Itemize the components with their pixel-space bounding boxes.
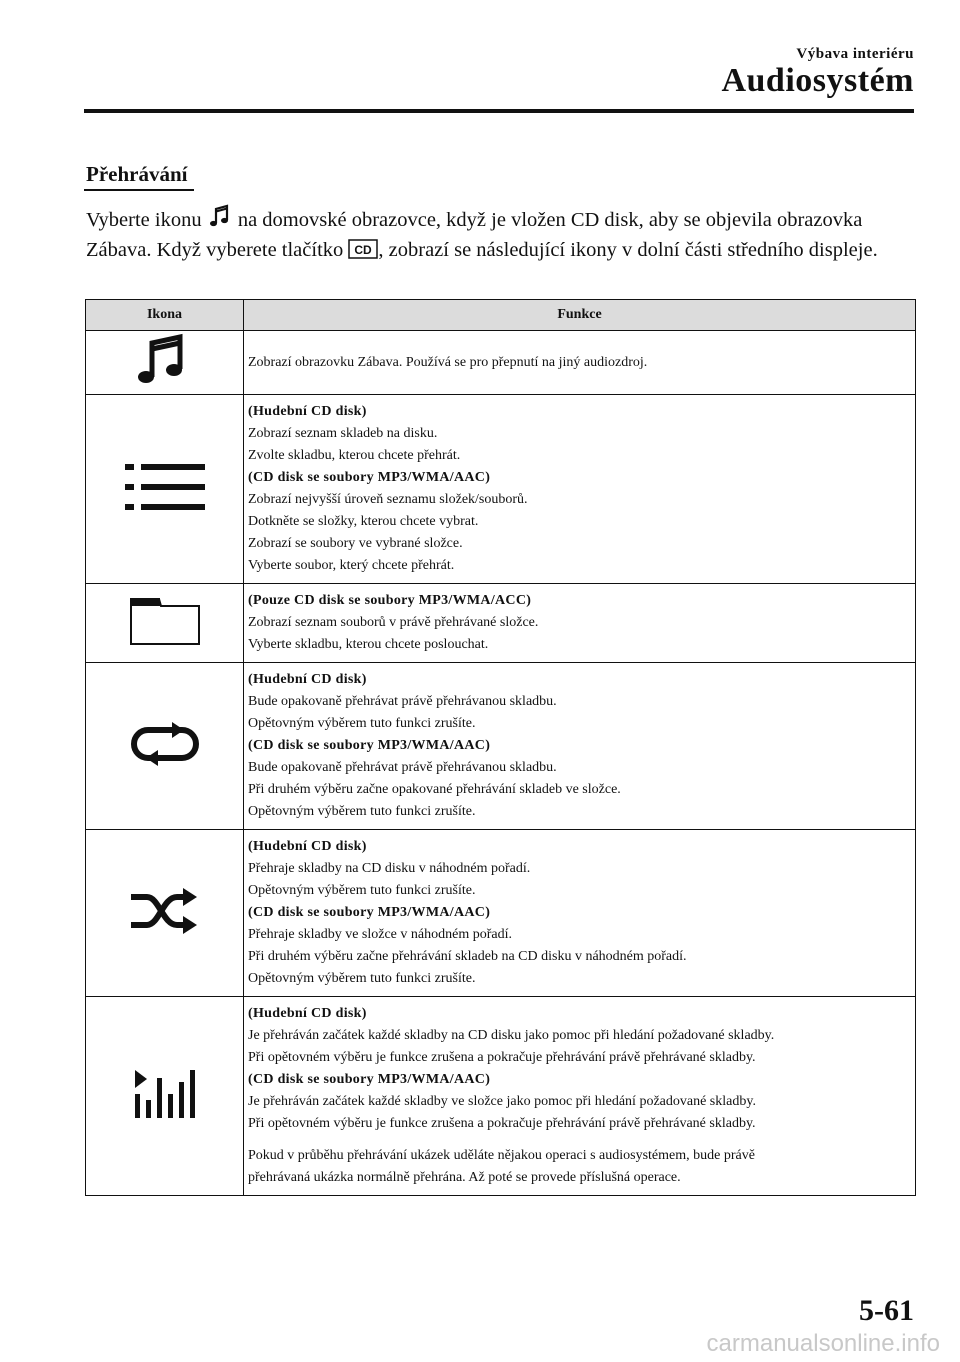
repeat-icon: [130, 722, 200, 766]
desc-line: Při druhém výběru začne opakované přehrávání skladeb ve složce.: [248, 782, 621, 797]
table-row: [86, 997, 916, 1196]
music-note-inline-icon: [207, 203, 233, 229]
desc-line: Zobrazí obrazovku Zábava. Používá se pro přepnutí na jiný audiozdroj.: [248, 354, 648, 370]
scan-icon: [135, 1070, 195, 1118]
watermark: carmanualsonline.info: [706, 1330, 940, 1357]
desc-line: Přehraje skladby ve složce v náhodném pořadí.: [248, 927, 512, 942]
table-row: [86, 663, 916, 830]
intro-text-3: , zobrazí se následující ikony v dolní části středního displeje.: [378, 239, 878, 261]
desc-heading: (CD disk se soubory MP3/WMA/AAC): [248, 905, 491, 920]
desc-line: Zobrazí se soubory ve vybrané složce.: [248, 536, 463, 551]
header-rule: [84, 109, 914, 113]
intro-text-2: na domovské obrazovce, když je vložen CD disk, aby se objevila obrazovka Zábava. Když vyberete tlačítko: [86, 209, 863, 261]
desc-line: Vyberte skladbu, kterou chcete poslouchat.: [248, 637, 489, 652]
table-row: [86, 584, 916, 663]
chapter-subtitle: Výbava interiéru: [796, 46, 914, 62]
desc-line: Při druhém výběru začne přehrávání skladeb na CD disku v náhodném pořadí.: [248, 949, 687, 964]
desc-line: Bude opakovaně přehrávat právě přehrávanou skladbu.: [248, 760, 557, 775]
section-title: Přehrávání: [86, 162, 188, 186]
desc-line: Opětovným výběrem tuto funkci zrušíte.: [248, 716, 476, 731]
desc-line: Zobrazí seznam souborů v právě přehrávané složce.: [248, 615, 539, 630]
intro-paragraph: [86, 203, 916, 265]
music-note-icon: [135, 333, 195, 387]
note-line: Pokud v průběhu přehrávání ukázek uděláte nějakou operaci s audiosystémem, bude právě: [248, 1148, 755, 1163]
table-row: [86, 830, 916, 997]
note-line: přehrávaná ukázka normálně přehrána. Až poté se provede příslušná operace.: [248, 1170, 681, 1185]
desc-heading: (CD disk se soubory MP3/WMA/AAC): [248, 1072, 491, 1087]
header-icon: Ikona: [86, 300, 244, 331]
desc-line: Při opětovném výběru je funkce zrušena a pokračuje přehrávání právě přehrávané skladby.: [248, 1116, 756, 1131]
shuffle-icon: [129, 888, 201, 934]
cd-label: CD: [354, 243, 373, 257]
desc-line: Při opětovném výběru je funkce zrušena a pokračuje přehrávání právě přehrávané skladby.: [248, 1050, 756, 1065]
table-row: [86, 331, 916, 395]
list-icon: [125, 464, 205, 510]
desc-line: Vyberte soubor, který chcete přehrát.: [248, 558, 455, 573]
header-function: Funkce: [244, 300, 916, 331]
desc-line: Je přehráván začátek každé skladby na CD disku jako pomoc při hledání požadované skladby.: [248, 1028, 775, 1043]
desc-line: Přehraje skladby na CD disku v náhodném pořadí.: [248, 861, 531, 876]
desc-line: Bude opakovaně přehrávat právě přehrávanou skladbu.: [248, 694, 557, 709]
desc-line: Opětovným výběrem tuto funkci zrušíte.: [248, 804, 476, 819]
desc-line: Zobrazí nejvyšší úroveň seznamu složek/souborů.: [248, 492, 528, 507]
desc-line: Je přehráván začátek každé skladby ve složce jako pomoc při hledání požadované skladby.: [248, 1094, 756, 1109]
desc-line: Dotkněte se složky, kterou chcete vybrat.: [248, 514, 479, 529]
section-underline: [84, 189, 194, 191]
table-header-row: [86, 300, 916, 331]
function-table: [85, 299, 916, 1196]
desc-heading: (CD disk se soubory MP3/WMA/AAC): [248, 470, 491, 485]
desc-heading: (Hudební CD disk): [248, 404, 367, 419]
desc-line: Zvolte skladbu, kterou chcete přehrát.: [248, 448, 461, 463]
folder-icon: [129, 596, 201, 646]
desc-line: Zobrazí seznam skladeb na disku.: [248, 426, 438, 441]
desc-line: Opětovným výběrem tuto funkci zrušíte.: [248, 883, 476, 898]
desc-line: Opětovným výběrem tuto funkci zrušíte.: [248, 971, 476, 986]
desc-heading: (Hudební CD disk): [248, 839, 367, 854]
chapter-title: Audiosystém: [721, 62, 914, 99]
desc-heading: (Hudební CD disk): [248, 1006, 367, 1021]
intro-text-1: Vyberte ikonu: [86, 209, 202, 231]
desc-heading: (CD disk se soubory MP3/WMA/AAC): [248, 738, 491, 753]
cd-button-inline-icon: [348, 239, 378, 259]
page-number: 5-61: [859, 1294, 914, 1327]
desc-heading: (Hudební CD disk): [248, 672, 367, 687]
desc-heading: (Pouze CD disk se soubory MP3/WMA/ACC): [248, 593, 532, 608]
table-row: [86, 395, 916, 584]
